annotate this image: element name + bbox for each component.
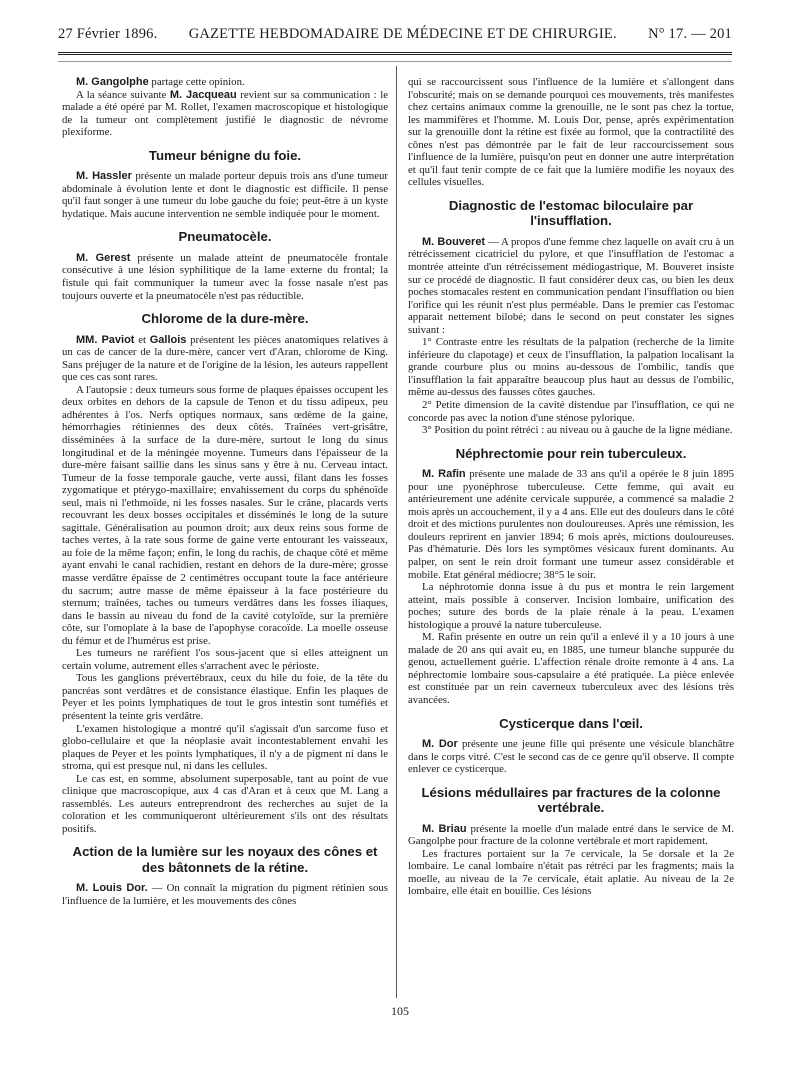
page-number: 105 — [391, 1004, 409, 1018]
speaker-name: M. Louis Dor. — [76, 882, 148, 895]
speaker-name: M. Jacqueau — [169, 88, 237, 101]
section-heading: Pneumatocèle. — [178, 229, 272, 245]
section-heading: Action de la lumière sur les noyaux des cônes et des bâtonnets de la rétine. — [72, 844, 378, 875]
paragraph: Les tumeurs ne raréfient l'os sous-jacent que si elles atteignent un certain volume, autrement elles s'arrachent avec le périoste. — [62, 647, 388, 672]
speaker-name: M. Dor — [422, 738, 458, 751]
header-number: N° 17. — 201 — [648, 26, 732, 42]
paragraph: A la séance suivante M. Jacqueau revient sur sa communication : le malade a été opéré par M. Rollet, l'examen macroscopique et histologique de la tumeur ont complètement justifié le diagnostic de névrome plexiforme. — [62, 88, 388, 139]
section-heading: Lésions médullaires par fractures de la colonne vertébrale. — [421, 784, 721, 816]
paragraph: 1° Contraste entre les résultats de la palpation (recherche de la limite inférieure du clapotage) et ceux de l'insufflation, la palpation localisant la grande courbure plus ou moins au-dessous de l'ombilic, tandis que l'insufflation la fait apparaître beaucoup plus haut au dessus de l'ombilic, même au-dessus des fausses côtes gauches. — [408, 336, 734, 399]
left-column — [62, 76, 388, 996]
paragraph: L'examen histologique a montré qu'il s'agissait d'un sarcome fuso et globo-cellulaire et que la néoplasie avait incontestablement envahi les plaques de Peyer et les points lymphatiques, il n'y a de pigment ni dans le stroma, qui est presque nul, ni dans les cellules. — [62, 722, 388, 773]
paragraph: M. Rafin présente une malade de 33 ans qu'il a opérée le 8 juin 1895 pour une pyonéphrose tuberculeuse. Cette femme, qui avait eu antérieurement une adénite cervicale suppurée, a commencé sa maladie 2 mois après un accouchement, il y a 4 ans. Elle eut des douleurs dans le côté droit et des mictions purulentes non douloureuses. Après une rémission, les douleurs reprirent en janvier 1894; 6 mois après, mictions douloureuses. Pas d'hématurie. Dès lors les symptômes vésicaux furent dominants. Au palper, on sent le rein droit formant une tumeur assez considérable et mobile. Etat général médiocre; 38°5 le soir. — [408, 468, 734, 581]
header-thin-rule — [58, 61, 732, 62]
speaker-name: M. Gerest — [76, 251, 131, 264]
paragraph: M. Dor présente une jeune fille qui présente une vésicule blanchâtre dans le corps vitré. C'est le second cas de ce genre qu'il observe. Il compte enlever ce cysticerque. — [408, 738, 734, 776]
section-heading: Chlorome de la dure-mère. — [141, 311, 309, 327]
header-double-rule — [58, 52, 732, 55]
section-heading: Néphrectomie pour rein tuberculeux. — [455, 445, 687, 461]
header-date: 27 Février 1896. — [58, 26, 158, 42]
column-divider — [396, 66, 397, 998]
paragraph: M. Gerest présente un malade atteint de pneumatocèle frontale consécutive à une lésion syphilitique de la lame externe du frontal; la fistule qui fait communiquer la tumeur avec la fosse nasale n'est pas toujours ouverte et la pneumatocèle n'est pas réductible. — [62, 251, 388, 302]
paragraph: M. Hassler présente un malade porteur depuis trois ans d'une tumeur abdominale à évolution lente et dont le diagnostic est difficile. Il pense qu'il faut songer à une tumeur du lobe gauche du foie; peut-être à un kyste hydatique. Mais aucune intervention ne semble indiquée pour le moment. — [62, 170, 388, 220]
paragraph: M. Louis Dor. — On connaît la migration du pigment rétinien sous l'influence de la lumière, et les mouvements des cônes — [62, 882, 388, 908]
speaker-name: M. Rafin — [422, 468, 466, 481]
paragraph: M. Bouveret — A propos d'une femme chez laquelle on avait cru à un rétrécissement cicatriciel du pylore, et que l'insufflation de l'estomac a montrée atteinte d'un rétrécissement médiogastrique, M. Bouveret insiste sur ce procédé de diagnostic. Il faut considérer deux cas, ou bien les deux poches stomacales restent en communication pendant l'insufflation ou bien l'orifice qui les réunit n'est plus perméable. Dans le premier cas l'estomac apparait nettement bilobé; dans le second on peut constater les signes suivant : — [408, 235, 734, 336]
paragraph: qui se raccourcissent sous l'influence de la lumière et s'allongent dans l'obscurité; mais on se demande pourquoi ces mouvements, très manifestes chez certains animaux comme la grenouille, ne le sont pas chez la tortue, les mammifères et l'homme. M. Louis Dor, pense, après expérimentation sur la grenouille dont la rétine est fixée au formol, que la contractilité des cônes n'est pas démontrée par le fait de leur raccourcissement sous l'influence de la lumière, puisqu'on peut en donner une autre interprétation et qu'il faut tenir compte de ce fait que la lumière modifie les noyaux des cellules visuelles. — [408, 76, 734, 189]
paragraph: 3° Position du point rétréci : au niveau ou à gauche de la ligne médiane. — [422, 424, 733, 437]
section-heading: Diagnostic de l'estomac biloculaire par l'insufflation. — [448, 197, 694, 229]
header-title: GAZETTE HEBDOMADAIRE DE MÉDECINE ET DE CHIRURGIE. — [188, 26, 617, 42]
right-column — [408, 76, 734, 996]
speaker-name: Gallois — [149, 333, 187, 346]
running-header — [58, 26, 732, 52]
speaker-name: MM. Paviot — [76, 333, 135, 346]
paragraph: M. Briau présente la moelle d'un malade entré dans le service de M. Gangolphe pour fracture de la colonne vertébrale et mort rapidement. — [408, 822, 734, 848]
paragraph: MM. Paviot et Gallois présentent les pièces anatomiques relatives à un cas de cancer de la dure-mère, cancer vert d'Aran, chlorome de King. Sans préjuger de la nature et de l'origine de la lésion, les auteurs rappellent que ces cas sont rares. — [62, 333, 388, 384]
section-heading: Cysticerque dans l'œil. — [499, 715, 643, 731]
speaker-name: M. Gangolphe — [76, 76, 149, 88]
paragraph: M. Rafin présente en outre un rein qu'il a enlevé il y a 10 jours à une malade de 20 ans qui avait eu, en 1885, une tumeur blanche suppurée du genou, actuellement guérie. L'affection rénale droite remonte à 4 ans. La néphrectomie lombaire sous-capsulaire a été pratiquée. La pièce enlevée est constituée par un rein caverneux tuberculeux avec des lésions très avancées. — [408, 631, 734, 707]
speaker-name: M. Hassler — [76, 170, 132, 183]
paragraph: A l'autopsie : deux tumeurs sous forme de plaques épaisses occupent les deux orbites en dehors de la capsule de Tenon et du tissu adipeux, peu adhérentes à l'os. Nerfs optiques normaux, sans œdème de la gaine, hémorrhagies rétiniennes des deux côtés. Traînées vert-grisâtre, disséminées à la surface de la dure-mère, surtout le long du sinus longitudinal et de la méningée moyenne. Tumeurs dans l'épaisseur de la dure-mère faisant saillie dans les sinus sans y être à nu. Cerveau intact. Tumeur de la fosse temporale gauche, verte aussi, filant dans les fosses zygomatique et ptérygo-maxillaire; envahissement du corps du sphénoïde seul, mais ni l'ethmoïde, ni les fosses nasales. Sur le crâne, placards verts recouvrant les deux bosses occipitales et disséminés le long de la suture sagittale. Généralisation au poumon droit; aux deux reins sous forme de taches vertes, à la rate sous forme de gaine verte entourant les vaisseaux, au foie de la même façon; enfin, le long du rachis, de chaque côté et même ayant envahi le canal rachidien, restant en dehors de la dure-mère; grosse masse verdâtre épaisse de 2 centimètres occupant toute la face antérieure du sacrum; autre masse de même épaisseur à la face postérieure du sternum; traînées, taches ou tumeurs verdâtres dans les fosses iliaques, dans le bassin au niveau du fond de la cavité cotyloïde, sur la première côte, sur l'omoplate à la base de l'apophyse coracoïde. La moelle osseuse du fémur et de l'humérus est prise. — [62, 383, 388, 647]
paragraph: M. Gangolphe partage cette opinion. — [76, 76, 245, 88]
paragraph: Les fractures portaient sur la 7e cervicale, la 5e dorsale et la 2e lombaire. Le canal lombaire n'était pas rétréci par les fragments; mais la moelle, au niveau de la 7e cervicale, était aplatie. Au niveau de la 2e lombaire, elle était en bouillie. Ces lésions — [408, 847, 734, 898]
speaker-name: M. Briau — [422, 822, 467, 835]
paragraph: 2° Petite dimension de la cavité distendue par l'insufflation, ce qui ne concorde pas avec la notion d'une sténose pylorique. — [408, 399, 734, 424]
speaker-name: M. Bouveret — [422, 235, 486, 248]
paragraph: Tous les ganglions prévertébraux, ceux du hile du foie, de la tête du pancréas sont verdâtres et de consistance élastique. Enfin les plaques de Peyer et les points lymphatiques de tout le gros intestin sont tuméfiés et présentent la teinte gris verdâtre. — [62, 672, 388, 723]
paragraph: La néphrotomie donna issue à du pus et montra le rein largement atteint, mais possible à conserver. Incision lombaire, unification des poches; suture des bords de la plaie rénale à la peau. L'examen histologique a prouvé la nature tuberculeuse. — [408, 581, 734, 631]
paragraph: Le cas est, en somme, absolument superposable, tant au point de vue clinique que macroscopique, aux 4 cas d'Aran et à ceux que M. Lang a rassemblés. Les auteurs entreprendront des recherches au sujet de la coloration et les communiqueront ultérieurement s'ils ont des résultats positifs. — [62, 772, 388, 835]
section-heading: Tumeur bénigne du foie. — [148, 147, 302, 163]
